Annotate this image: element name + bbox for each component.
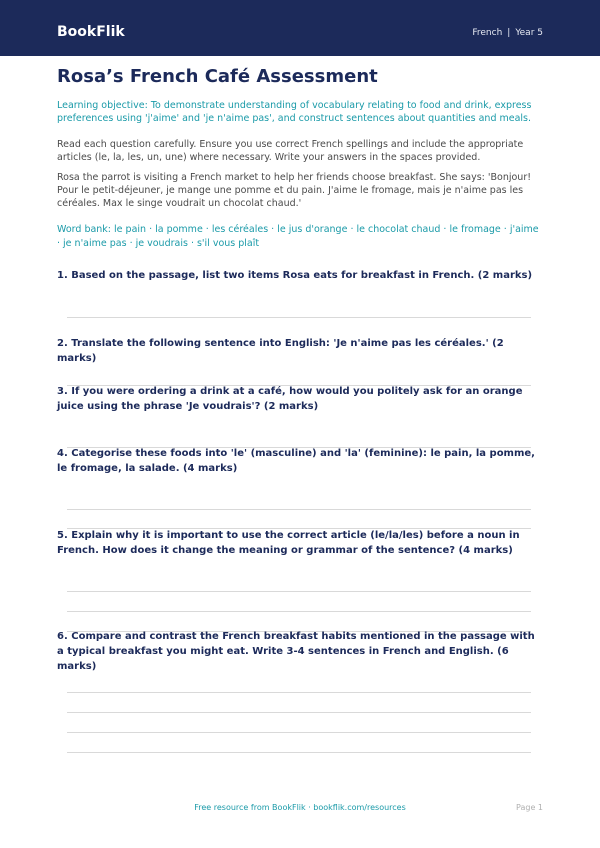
answer-line[interactable] — [67, 509, 531, 510]
question-6: 6. Compare and contrast the French breakfast habits mentioned in the passage with a typical breakfast you might eat. Write 3-4 sentences in French and English. (6 marks) — [57, 631, 535, 672]
page-number: Page 1 — [516, 803, 543, 812]
answer-line[interactable] — [67, 591, 531, 592]
subject-year-meta — [472, 26, 543, 40]
answer-line[interactable] — [67, 611, 531, 612]
page-title: Rosa’s French Café Assessment — [57, 66, 378, 87]
question-3: 3. If you were ordering a drink at a café, how would you politely ask for an orange juice using the phrase 'Je voudrais'? (2 marks) — [57, 386, 523, 412]
answer-line[interactable] — [67, 752, 531, 753]
question-1: 1. Based on the passage, list two items Rosa eats for breakfast in French. (2 marks) — [57, 270, 533, 281]
question-4: 4. Categorise these foods into 'le' (masculine) and 'la' (feminine): le pain, la pomme, le fromage, la salade. (4 marks) — [57, 448, 535, 474]
year-label: Year 5 — [515, 28, 543, 38]
learning-objective: Learning objective: To demonstrate understanding of vocabulary relating to food and drink, express preferences using 'j'aime' and 'je n'aime pas', and construct sentences about quantities and meals. — [57, 100, 532, 124]
subject-label: French — [472, 28, 503, 38]
word-bank: Word bank: le pain · la pomme · les céréales · le jus d'orange · le chocolat chaud · le fromage · j'aime · je n'aime pas · je voudrais · s'il vous plaît — [57, 224, 539, 249]
question-5: 5. Explain why it is important to use the correct article (le/la/les) before a noun in French. How does it change the meaning or grammar of the sentence? (4 marks) — [57, 530, 520, 556]
brand-logo-text[interactable]: BookFlik — [57, 24, 125, 40]
header-bar — [0, 0, 600, 56]
meta-separator: | — [507, 28, 511, 38]
answer-line[interactable] — [67, 317, 531, 318]
footer-resource-link[interactable]: Free resource from BookFlik · bookflik.com/resources — [194, 803, 406, 812]
answer-line[interactable] — [67, 712, 531, 713]
instructions: Read each question carefully. Ensure you use correct French spellings and include the appropriate articles (le, la, les, un, une) where necessary. Write your answers in the spaces provided. — [57, 139, 524, 163]
reading-passage: Rosa the parrot is visiting a French market to help her friends choose breakfast. She says: 'Bonjour! Pour le petit-déjeuner, je mange une pomme et du pain. J'aime le fromage, mais je n'aime pas les céréales. Max le singe voudrait un chocolat chaud.' — [57, 172, 532, 209]
question-2: 2. Translate the following sentence into English: 'Je n'aime pas les céréales.' (2 marks) — [57, 338, 504, 364]
answer-line[interactable] — [67, 732, 531, 733]
answer-line[interactable] — [67, 692, 531, 693]
